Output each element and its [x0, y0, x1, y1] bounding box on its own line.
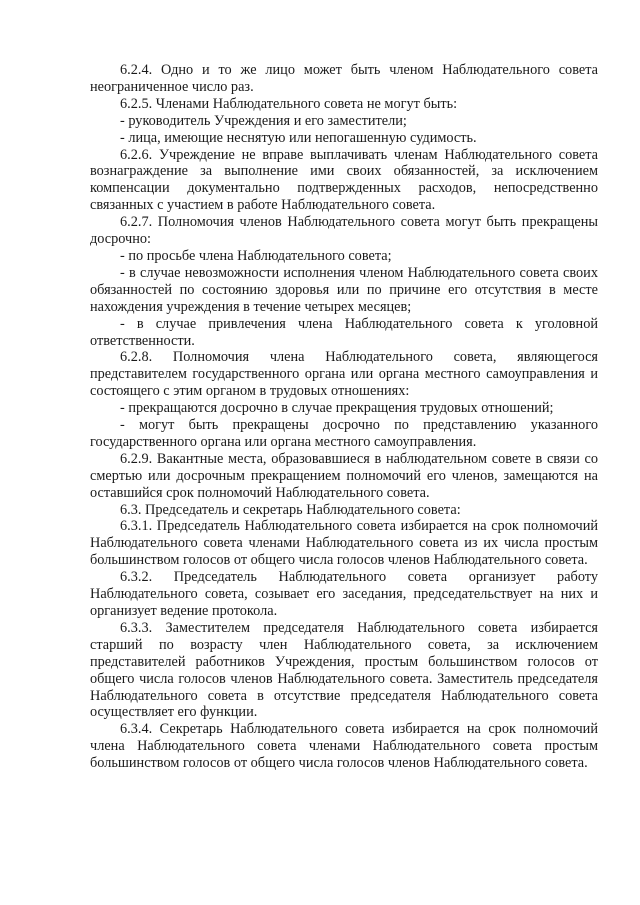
paragraph-6-3-3: 6.3.3. Заместителем председателя Наблюдательного совета избирается старший по возрасту член Наблюдательного совета, за исключением представителей работников Учреждения, простым большинством голосов от общего числа голосов членов Наблюдательного совета. Заместитель председателя Наблюдательного совета в отсутствие председателя Наблюдательного совета осуществляет его функции.: [90, 619, 598, 721]
paragraph-6-3-4: 6.3.4. Секретарь Наблюдательного совета избирается на срок полномочий члена Наблюдательного совета членами Наблюдательного совета простым большинством голосов от общего числа голосов членов Наблюдательного совета.: [90, 721, 598, 772]
paragraph-6-2-4: 6.2.4. Одно и то же лицо может быть членом Наблюдательного совета неограниченное число раз.: [90, 62, 598, 95]
document-page: [90, 62, 598, 772]
list-item: - в случае привлечения члена Наблюдательного совета к уголовной ответственности.: [90, 315, 598, 349]
paragraph-6-3-2: 6.3.2. Председатель Наблюдательного совета организует работу Наблюдательного совета, созывает его заседания, председательствует на них и организует ведение протокола.: [90, 569, 598, 619]
paragraph-6-3-1: 6.3.1. Председатель Наблюдательного совета избирается на срок полномочий Наблюдательного совета членами Наблюдательного совета из их числа простым большинством голосов от общего числа голосов членов Наблюдательного совета.: [90, 518, 598, 569]
list-item: - руководитель Учреждения и его заместители;: [120, 112, 407, 129]
list-item: - по просьбе члена Наблюдательного совета;: [120, 247, 392, 264]
paragraph-6-2-7: 6.2.7. Полномочия членов Наблюдательного совета могут быть прекращены досрочно:: [90, 214, 598, 248]
list-item: - прекращаются досрочно в случае прекращения трудовых отношений;: [120, 400, 554, 417]
paragraph-6-2-6: 6.2.6. Учреждение не вправе выплачивать членам Наблюдательного совета вознаграждение за выполнение ими своих обязанностей, за исключением компенсации документально подтвержденных расходов, непосредственно связанных с участием в работе Наблюдательного совета.: [90, 146, 598, 214]
list-item: - в случае невозможности исполнения членом Наблюдательного совета своих обязанностей по состоянию здоровья или по причине его отсутствия в месте нахождения учреждения в течение четырех месяцев;: [90, 264, 598, 315]
list-item: - лица, имеющие неснятую или непогашенную судимость.: [120, 129, 477, 146]
paragraph-6-2-9: 6.2.9. Вакантные места, образовавшиеся в наблюдательном совете в связи со смертью или досрочным прекращением полномочий его членов, замещаются на оставшийся срок полномочий Наблюдательного совета.: [90, 450, 598, 501]
paragraph-6-2-5: 6.2.5. Членами Наблюдательного совета не могут быть:: [120, 95, 458, 112]
list-item: - могут быть прекращены досрочно по представлению указанного государственного органа или органа местного самоуправления.: [90, 417, 598, 450]
paragraph-6-3: 6.3. Председатель и секретарь Наблюдательного совета:: [120, 501, 461, 518]
paragraph-6-2-8: 6.2.8. Полномочия члена Наблюдательного совета, являющегося представителем государственного органа или органа местного самоуправления и состоящего с этим органом в трудовых отношениях:: [90, 349, 598, 400]
